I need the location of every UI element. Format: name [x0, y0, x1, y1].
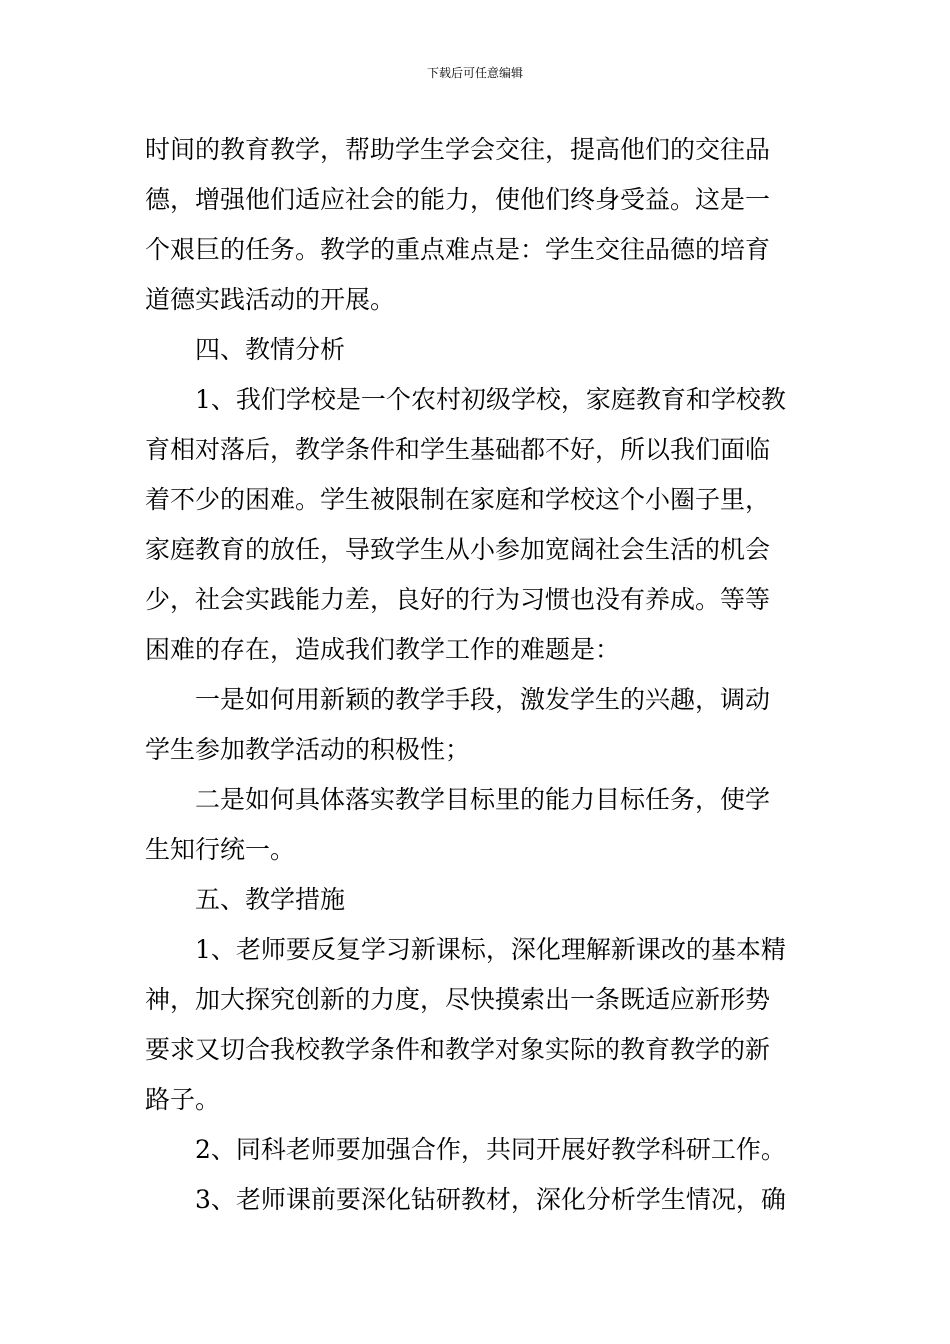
body-line: 学生参加教学活动的积极性； — [145, 735, 471, 764]
body-line: 3、老师课前要深化钻研教材，深化分析学生情况，确 — [195, 1185, 786, 1214]
body-line: 2、同科老师要加强合作，共同开展好教学科研工作。 — [195, 1135, 786, 1164]
body-line: 一是如何用新颖的教学手段，激发学生的兴趣，调动 — [195, 685, 771, 714]
body-line: 着不少的困难。学生被限制在家庭和学校这个小圈子里， — [145, 485, 771, 514]
body-line: 时间的教育教学，帮助学生学会交往，提高他们的交往品 — [145, 135, 771, 164]
body-line: 德，增强他们适应社会的能力，使他们终身受益。这是一 — [145, 185, 771, 214]
body-line: 神，加大探究创新的力度，尽快摸索出一条既适应新形势 — [145, 985, 771, 1014]
body-line: 生知行统一。 — [145, 835, 296, 864]
page-header: 下载后可任意编辑 — [426, 66, 523, 80]
section-heading: 五、教学措施 — [195, 885, 346, 914]
body-line: 少，社会实践能力差，良好的行为习惯也没有养成。等等 — [145, 585, 771, 614]
body-line: 路子。 — [145, 1085, 221, 1114]
body-line: 家庭教育的放任，导致学生从小参加宽阔社会生活的机会 — [145, 535, 771, 564]
body-line: 育相对落后，教学条件和学生基础都不好，所以我们面临 — [145, 435, 771, 464]
body-line: 二是如何具体落实教学目标里的能力目标任务，使学 — [195, 785, 771, 814]
body-line: 道德实践活动的开展。 — [145, 285, 396, 314]
section-heading: 四、教情分析 — [195, 335, 346, 364]
body-line: 1、老师要反复学习新课标，深化理解新课改的基本精 — [195, 935, 786, 964]
body-line: 个艰巨的任务。教学的重点难点是：学生交往品德的培育 — [145, 235, 771, 264]
body-line: 1、我们学校是一个农村初级学校，家庭教育和学校教 — [195, 385, 786, 414]
body-line: 要求又切合我校教学条件和教学对象实际的教育教学的新 — [145, 1035, 771, 1064]
body-line: 困难的存在，造成我们教学工作的难题是： — [145, 635, 621, 664]
